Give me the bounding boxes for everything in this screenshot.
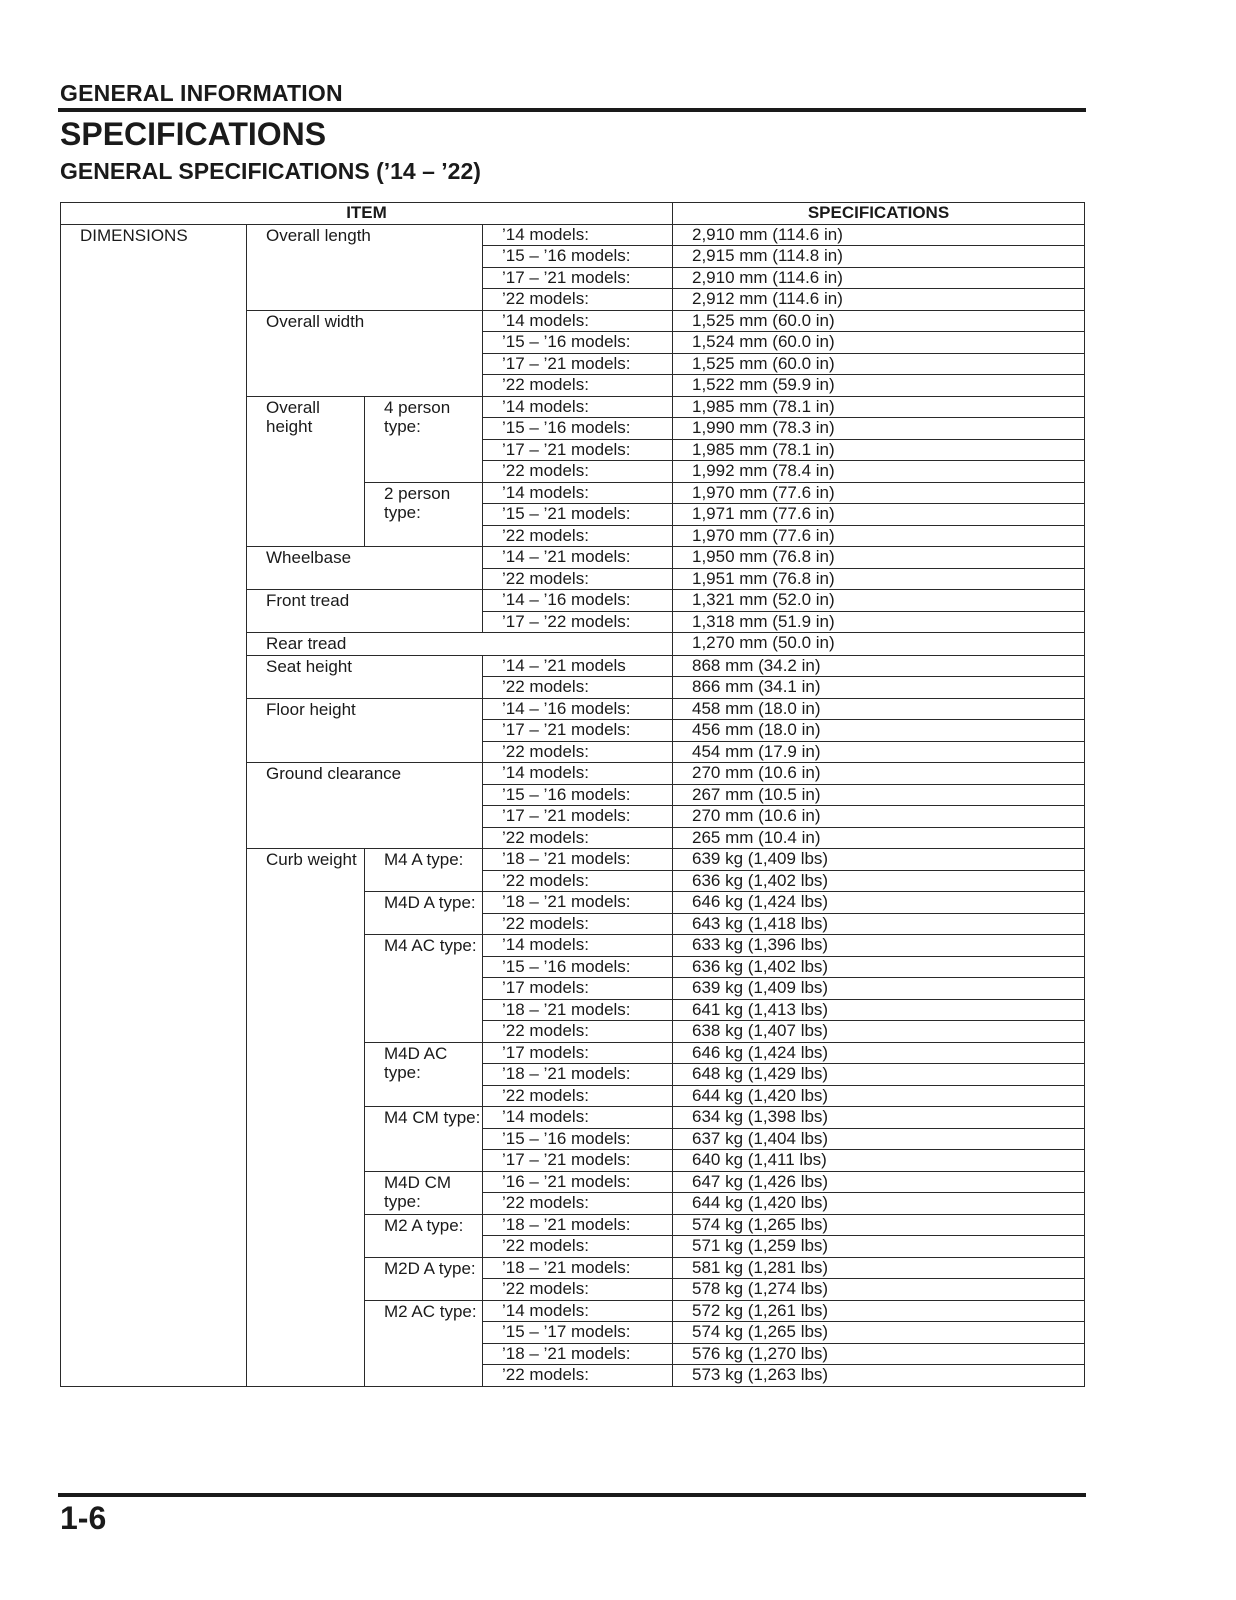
- model-cell: ’22 models:: [483, 827, 673, 849]
- section-label: GENERAL INFORMATION: [60, 80, 343, 106]
- spec-value-cell: 639 kg (1,409 lbs): [673, 849, 1085, 871]
- model-cell: ’15 – ’16 models:: [483, 418, 673, 440]
- item-label: Overall height: [247, 396, 365, 547]
- sub-item-label: M2 AC type:: [365, 1300, 483, 1386]
- spec-value-cell: 2,910 mm (114.6 in): [673, 267, 1085, 289]
- spec-value-cell: 641 kg (1,413 lbs): [673, 999, 1085, 1021]
- spec-value-cell: 2,912 mm (114.6 in): [673, 289, 1085, 311]
- item-label: Overall length: [247, 224, 483, 310]
- model-cell: ’14 – ’16 models:: [483, 698, 673, 720]
- spec-value-cell: 646 kg (1,424 lbs): [673, 1042, 1085, 1064]
- model-cell: ’14 models:: [483, 310, 673, 332]
- model-cell: ’17 models:: [483, 1042, 673, 1064]
- spec-value-cell: 581 kg (1,281 lbs): [673, 1257, 1085, 1279]
- model-cell: ’17 models:: [483, 978, 673, 1000]
- spec-value-cell: 648 kg (1,429 lbs): [673, 1064, 1085, 1086]
- model-cell: ’22 models:: [483, 677, 673, 699]
- item-label: Overall width: [247, 310, 483, 396]
- spec-value-cell: 1,950 mm (76.8 in): [673, 547, 1085, 569]
- spec-value-cell: 1,990 mm (78.3 in): [673, 418, 1085, 440]
- model-cell: ’22 models:: [483, 1365, 673, 1387]
- spec-value-cell: 1,522 mm (59.9 in): [673, 375, 1085, 397]
- spec-value-cell: 571 kg (1,259 lbs): [673, 1236, 1085, 1258]
- table-header-row: [61, 203, 1085, 225]
- model-cell: ’14 – ’16 models:: [483, 590, 673, 612]
- model-cell: ’22 models:: [483, 289, 673, 311]
- model-cell: ’18 – ’21 models:: [483, 999, 673, 1021]
- spec-value-cell: 458 mm (18.0 in): [673, 698, 1085, 720]
- spec-value-cell: 636 kg (1,402 lbs): [673, 956, 1085, 978]
- model-cell: ’15 – ’16 models:: [483, 246, 673, 268]
- item-label: Floor height: [247, 698, 483, 763]
- spec-value-cell: 1,970 mm (77.6 in): [673, 482, 1085, 504]
- spec-value-cell: 644 kg (1,420 lbs): [673, 1085, 1085, 1107]
- model-cell: ’22 models:: [483, 461, 673, 483]
- spec-value-cell: 1,985 mm (78.1 in): [673, 439, 1085, 461]
- model-cell: ’17 – ’21 models:: [483, 439, 673, 461]
- item-label: Seat height: [247, 655, 483, 698]
- spec-value-cell: 1,985 mm (78.1 in): [673, 396, 1085, 418]
- model-cell: ’15 – ’16 models:: [483, 956, 673, 978]
- model-cell: ’14 – ’21 models:: [483, 547, 673, 569]
- sub-item-label: M4 A type:: [365, 849, 483, 892]
- sub-item-label: M4D CM type:: [365, 1171, 483, 1214]
- spec-value-cell: 574 kg (1,265 lbs): [673, 1214, 1085, 1236]
- spec-value-cell: 574 kg (1,265 lbs): [673, 1322, 1085, 1344]
- model-cell: ’14 – ’21 models: [483, 655, 673, 677]
- spec-value-cell: 2,915 mm (114.8 in): [673, 246, 1085, 268]
- model-cell: ’14 models:: [483, 935, 673, 957]
- model-cell: ’14 models:: [483, 482, 673, 504]
- sub-item-label: M2D A type:: [365, 1257, 483, 1300]
- table-row: [61, 224, 1085, 246]
- spec-value-cell: 638 kg (1,407 lbs): [673, 1021, 1085, 1043]
- model-cell: ’22 models:: [483, 741, 673, 763]
- model-cell: ’18 – ’21 models:: [483, 1064, 673, 1086]
- specifications-table: [60, 202, 1085, 1387]
- model-cell: ’15 – ’16 models:: [483, 784, 673, 806]
- spec-value-cell: 1,971 mm (77.6 in): [673, 504, 1085, 526]
- item-label: Wheelbase: [247, 547, 483, 590]
- spec-value-cell: 868 mm (34.2 in): [673, 655, 1085, 677]
- spec-value-cell: 456 mm (18.0 in): [673, 720, 1085, 742]
- model-cell: ’17 – ’22 models:: [483, 611, 673, 633]
- sub-item-label: M4D AC type:: [365, 1042, 483, 1107]
- sub-item-label: M4 AC type:: [365, 935, 483, 1043]
- sub-item-label: 2 person type:: [365, 482, 483, 547]
- spec-value-cell: 572 kg (1,261 lbs): [673, 1300, 1085, 1322]
- sub-item-label: M2 A type:: [365, 1214, 483, 1257]
- spec-value-cell: 1,525 mm (60.0 in): [673, 310, 1085, 332]
- page-number: 1-6: [60, 1500, 107, 1536]
- model-cell: ’14 models:: [483, 1107, 673, 1129]
- model-cell: ’15 – ’16 models:: [483, 332, 673, 354]
- spec-value-cell: 1,970 mm (77.6 in): [673, 525, 1085, 547]
- spec-value-cell: 644 kg (1,420 lbs): [673, 1193, 1085, 1215]
- spec-value-cell: 1,318 mm (51.9 in): [673, 611, 1085, 633]
- model-cell: ’18 – ’21 models:: [483, 1343, 673, 1365]
- sub-item-label: 4 person type:: [365, 396, 483, 482]
- spec-value-cell: 1,525 mm (60.0 in): [673, 353, 1085, 375]
- spec-value-cell: 1,270 mm (50.0 in): [673, 633, 1085, 656]
- spec-value-cell: 265 mm (10.4 in): [673, 827, 1085, 849]
- model-cell: ’22 models:: [483, 1236, 673, 1258]
- specifications-header: SPECIFICATIONS: [673, 203, 1085, 225]
- table-body: [61, 224, 1085, 1386]
- spec-value-cell: 578 kg (1,274 lbs): [673, 1279, 1085, 1301]
- model-cell: ’17 – ’21 models:: [483, 1150, 673, 1172]
- spec-value-cell: 1,321 mm (52.0 in): [673, 590, 1085, 612]
- model-cell: ’22 models:: [483, 1021, 673, 1043]
- spec-value-cell: 640 kg (1,411 lbs): [673, 1150, 1085, 1172]
- model-cell: ’14 models:: [483, 396, 673, 418]
- sub-item-label: M4 CM type:: [365, 1107, 483, 1172]
- model-cell: ’22 models:: [483, 1279, 673, 1301]
- spec-value-cell: 643 kg (1,418 lbs): [673, 913, 1085, 935]
- model-cell: ’22 models:: [483, 525, 673, 547]
- model-cell: ’17 – ’21 models:: [483, 720, 673, 742]
- spec-value-cell: 573 kg (1,263 lbs): [673, 1365, 1085, 1387]
- sub-item-label: M4D A type:: [365, 892, 483, 935]
- spec-value-cell: 270 mm (10.6 in): [673, 806, 1085, 828]
- model-cell: ’17 – ’21 models:: [483, 806, 673, 828]
- spec-value-cell: 634 kg (1,398 lbs): [673, 1107, 1085, 1129]
- item-label: Ground clearance: [247, 763, 483, 849]
- spec-value-cell: 866 mm (34.1 in): [673, 677, 1085, 699]
- spec-value-cell: 633 kg (1,396 lbs): [673, 935, 1085, 957]
- footer-rule: [58, 1493, 1086, 1497]
- model-cell: ’16 – ’21 models:: [483, 1171, 673, 1193]
- spec-value-cell: 267 mm (10.5 in): [673, 784, 1085, 806]
- model-cell: ’22 models:: [483, 913, 673, 935]
- model-cell: ’22 models:: [483, 375, 673, 397]
- model-cell: ’14 models:: [483, 763, 673, 785]
- spec-value-cell: 1,524 mm (60.0 in): [673, 332, 1085, 354]
- page-subtitle: GENERAL SPECIFICATIONS (’14 – ’22): [60, 158, 481, 184]
- spec-value-cell: 637 kg (1,404 lbs): [673, 1128, 1085, 1150]
- spec-value-cell: 1,951 mm (76.8 in): [673, 568, 1085, 590]
- model-cell: ’15 – ’16 models:: [483, 1128, 673, 1150]
- page-title: SPECIFICATIONS: [60, 116, 327, 152]
- spec-value-cell: 270 mm (10.6 in): [673, 763, 1085, 785]
- spec-value-cell: 636 kg (1,402 lbs): [673, 870, 1085, 892]
- model-cell: ’22 models:: [483, 1193, 673, 1215]
- spec-value-cell: 639 kg (1,409 lbs): [673, 978, 1085, 1000]
- model-cell: ’17 – ’21 models:: [483, 267, 673, 289]
- model-cell: ’18 – ’21 models:: [483, 1214, 673, 1236]
- model-cell: ’22 models:: [483, 870, 673, 892]
- item-label: Rear tread: [247, 633, 673, 656]
- spec-value-cell: 576 kg (1,270 lbs): [673, 1343, 1085, 1365]
- model-cell: ’18 – ’21 models:: [483, 849, 673, 871]
- model-cell: ’18 – ’21 models:: [483, 892, 673, 914]
- item-label: Curb weight: [247, 849, 365, 1387]
- model-cell: ’17 – ’21 models:: [483, 353, 673, 375]
- spec-value-cell: 2,910 mm (114.6 in): [673, 224, 1085, 246]
- model-cell: ’14 models:: [483, 224, 673, 246]
- item-label: Front tread: [247, 590, 483, 633]
- spec-value-cell: 1,992 mm (78.4 in): [673, 461, 1085, 483]
- model-cell: ’22 models:: [483, 1085, 673, 1107]
- group-cell: DIMENSIONS: [61, 224, 247, 1386]
- spec-value-cell: 646 kg (1,424 lbs): [673, 892, 1085, 914]
- model-cell: ’18 – ’21 models:: [483, 1257, 673, 1279]
- header-rule: [58, 108, 1086, 112]
- spec-value-cell: 647 kg (1,426 lbs): [673, 1171, 1085, 1193]
- item-header: ITEM: [61, 203, 673, 225]
- spec-value-cell: 454 mm (17.9 in): [673, 741, 1085, 763]
- model-cell: ’22 models:: [483, 568, 673, 590]
- model-cell: ’14 models:: [483, 1300, 673, 1322]
- model-cell: ’15 – ’17 models:: [483, 1322, 673, 1344]
- model-cell: ’15 – ’21 models:: [483, 504, 673, 526]
